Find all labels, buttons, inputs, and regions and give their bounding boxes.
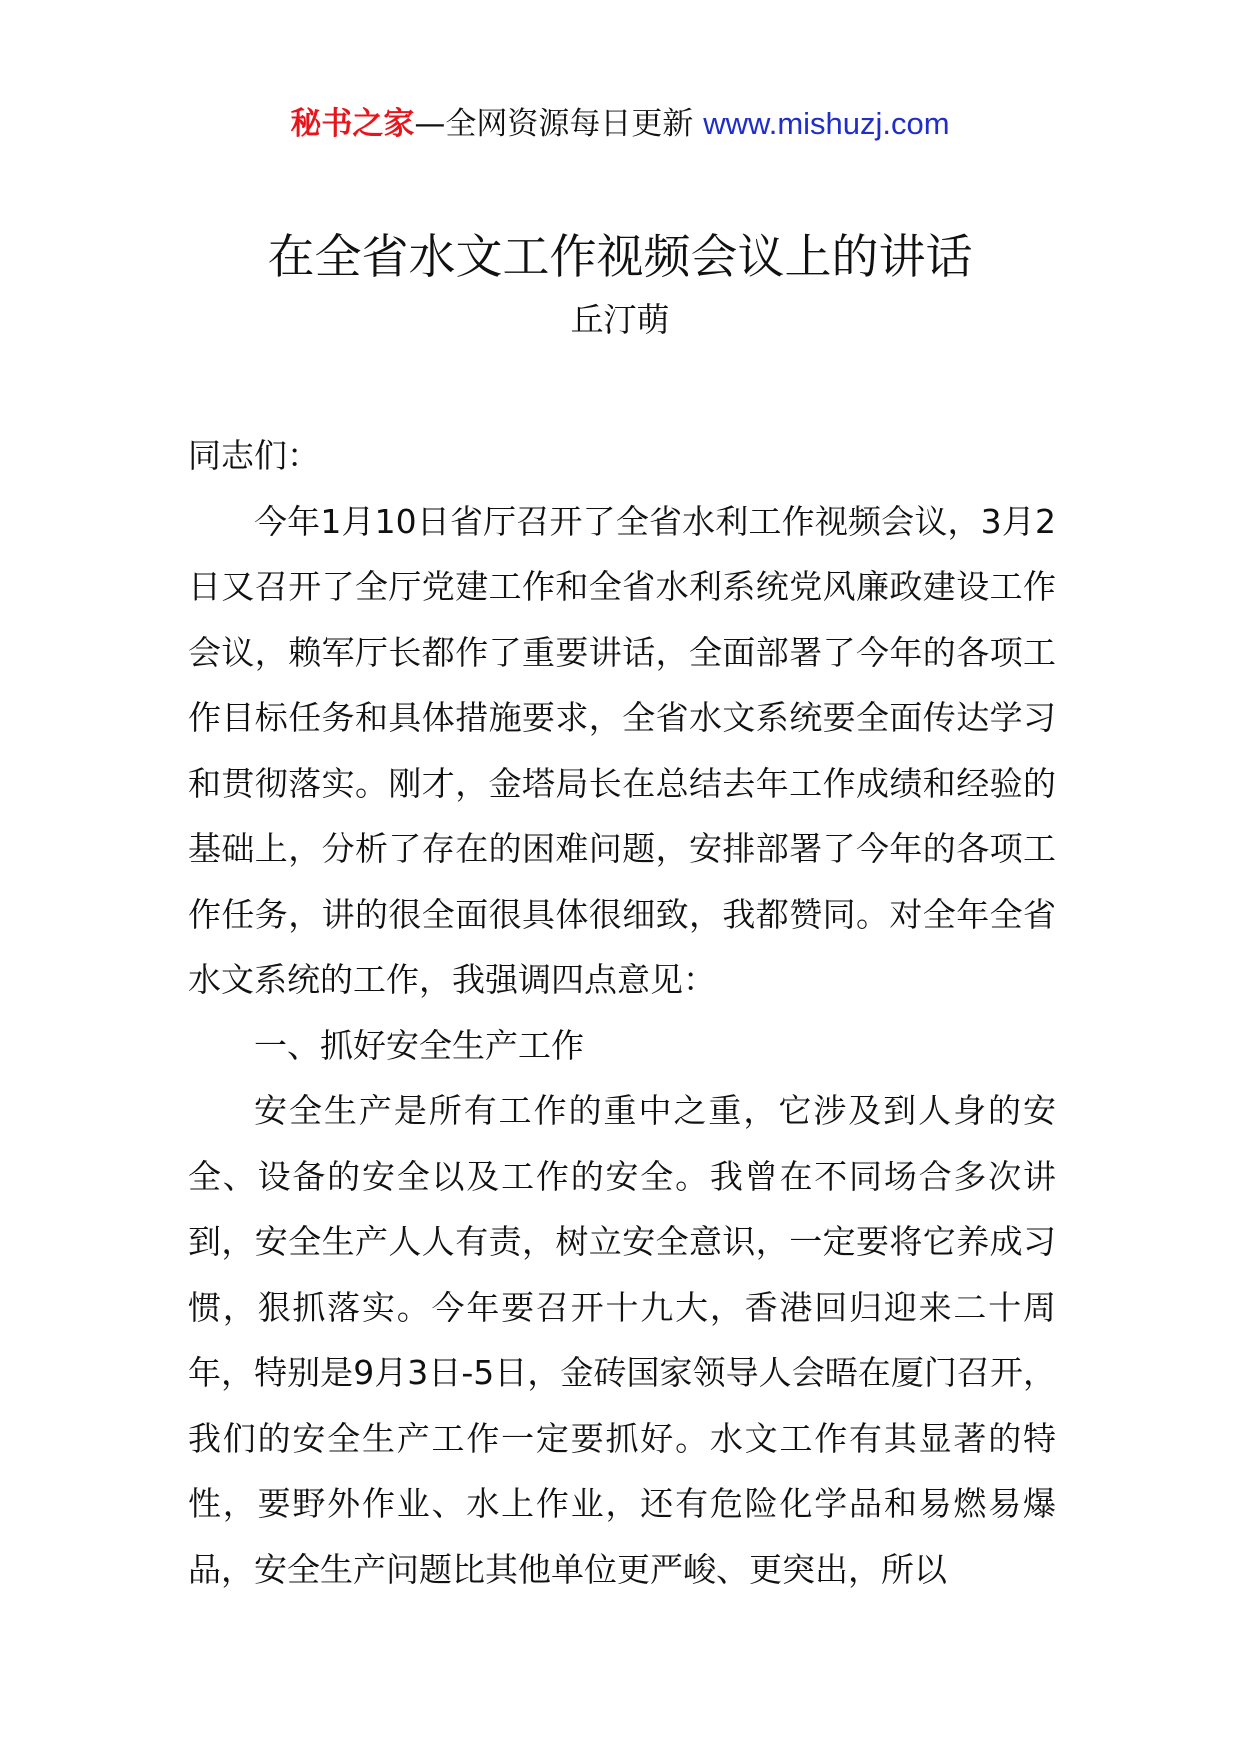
document-author: 丘汀萌 (570, 300, 670, 339)
body-paragraph: 安全生产是所有工作的重中之重，它涉及到人身的安全、设备的安全以及工作的安全。我曾在不同场合多次讲到，安全生产人人有责，树立安全意识，一定要将它养成习惯，狠抓落实。今年要召开十九大，香港回归迎来二十周年，特别是9月3日-5日，金砖国家领导人会晤在厦门召开，我们的安全生产工作一定要抓好。水文工作有其显著的特性，要野外作业、水上作业，还有危险化学品和易燃易爆品，安全生产问题比其他单位更严峻、更突出，所以 (188, 1091, 1056, 1589)
document-title: 在全省水文工作视频会议上的讲话 (267, 230, 973, 285)
site-header (0, 100, 1240, 148)
salutation: 同志们： (188, 436, 320, 475)
brand-name: 秘书之家 (290, 106, 415, 142)
site-url-link[interactable]: www.mishuzj.com (703, 106, 950, 141)
section-heading: 一、抓好安全生产工作 (254, 1025, 584, 1065)
body-paragraph: 今年1月10日省厅召开了全省水利工作视频会议，3月2日又召开了全厅党建工作和全省水利系统党风廉政建设工作会议，赖军厅长都作了重要讲话，全面部署了今年的各项工作目标任务和具体措施要求，全省水文系统要全面传达学习和贯彻落实。刚才，金塔局长在总结去年工作成绩和经验的基础上，分析了存在的困难问题，安排部署了今年的各项工作任务，讲的很全面很具体很细致，我都赞同。对全年全省水文系统的工作，我强调四点意见： (188, 501, 1056, 999)
site-tagline: —全网资源每日更新 (414, 106, 694, 142)
document-body (188, 423, 1056, 1602)
